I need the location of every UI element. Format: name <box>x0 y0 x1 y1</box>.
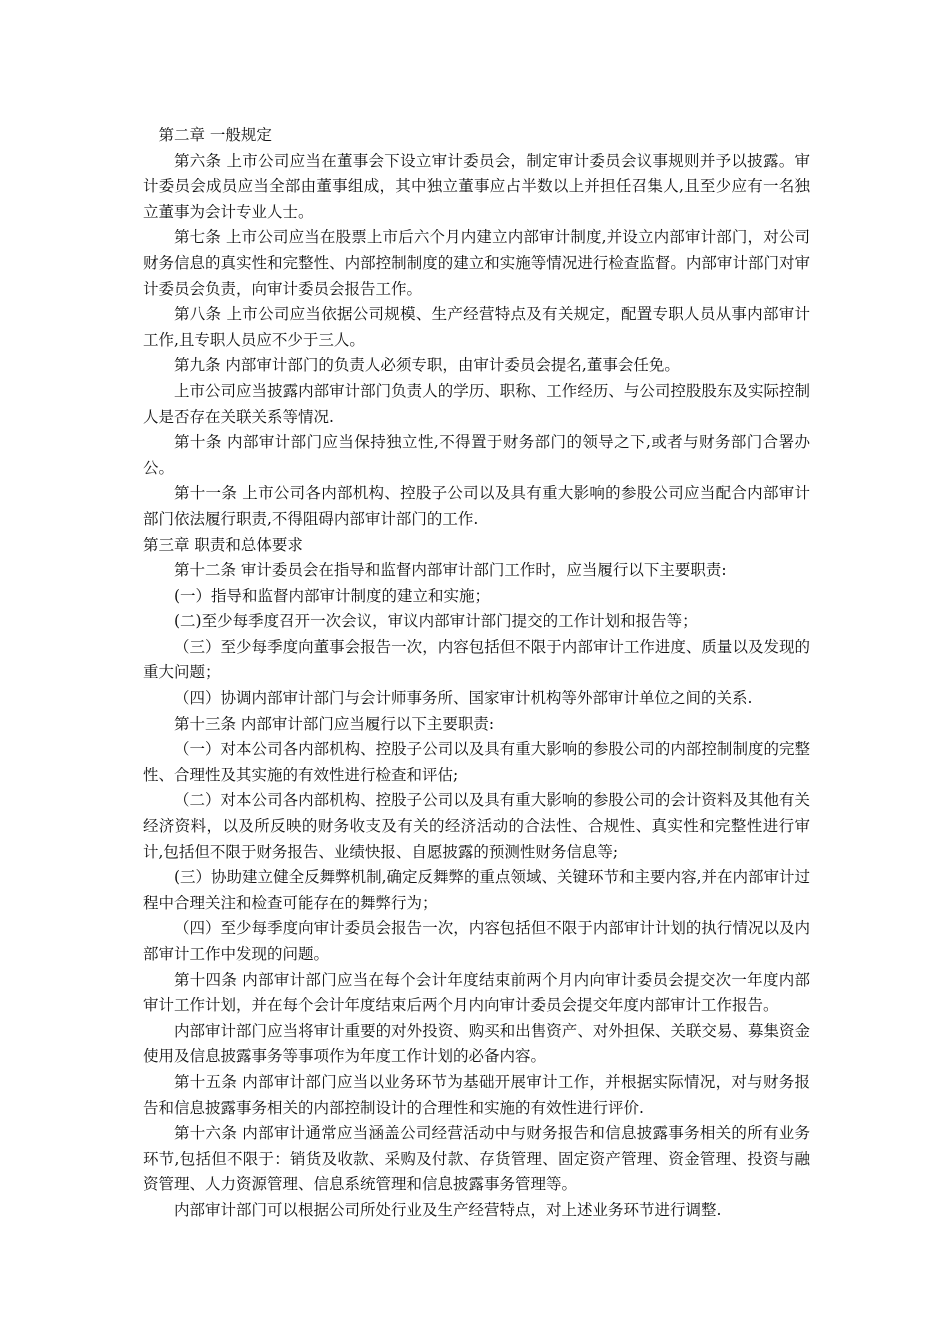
article-13: 第十三条 内部审计部门应当履行以下主要职责: <box>174 714 495 733</box>
article-14-content: 内部审计部门应当将审计重要的对外投资、购买和出售资产、对外担保、关联交易、募集资金使用及信息披露事务等事项作为年度工作计划的必备内容。 <box>143 1021 810 1066</box>
article-6: 第六条 上市公司应当在董事会下设立审计委员会，制定审计委员会议事规则并予以披露。审计委员会成员应当全部由董事组成，其中独立董事应占半数以上并担任召集人,且至少应有一名独立董事为会计专业人士。 <box>143 151 810 221</box>
article-9-disclosure: 上市公司应当披露内部审计部门负责人的学历、职称、工作经历、与公司控股股东及实际控制人是否存在关联关系等情况. <box>143 381 810 426</box>
article-10: 第十条 内部审计部门应当保持独立性,不得置于财务部门的领导之下,或者与财务部门合署办公。 <box>143 433 810 477</box>
article-13-item-2: （二）对本公司各内部机构、控股子公司以及具有重大影响的参股公司的会计资料及其他有关经济资料，以及所反映的财务收支及有关的经济活动的合法性、合规性、真实性和完整性进行审计,包括但不限于财务报告、业绩快报、自愿披露的预测性财务信息等; <box>143 791 810 861</box>
article-16: 第十六条 内部审计通常应当涵盖公司经营活动中与财务报告和信息披露事务相关的所有业务环节,包括但不限于：销货及收款、采购及付款、存货管理、固定资产管理、资金管理、投资与融资管理、人力资源管理、信息系统管理和信息披露事务管理等。 <box>143 1124 810 1194</box>
chapter-heading-3: 第三章 职责和总体要求 <box>143 535 303 554</box>
article-7: 第七条 上市公司应当在股票上市后六个月内建立内部审计制度,并设立内部审计部门，对公司财务信息的真实性和完整性、内部控制制度的建立和实施等情况进行检查监督。内部审计部门对审计委员会负责，向审计委员会报告工作。 <box>143 228 810 298</box>
article-12-item-3: （三）至少每季度向董事会报告一次，内容包括但不限于内部审计工作进度、质量以及发现的重大问题； <box>143 637 810 682</box>
article-12: 第十二条 审计委员会在指导和监督内部审计部门工作时，应当履行以下主要职责: <box>174 561 727 580</box>
article-13-item-4: （四）至少每季度向审计委员会报告一次，内容包括但不限于内部审计计划的执行情况以及内部审计工作中发现的问题。 <box>143 919 810 963</box>
article-12-item-4: （四）协调内部审计部门与会计师事务所、国家审计机构等外部审计单位之间的关系. <box>174 689 753 708</box>
article-15: 第十五条 内部审计部门应当以业务环节为基础开展审计工作，并根据实际情况，对与财务报告和信息披露事务相关的内部控制设计的合理性和实施的有效性进行评价. <box>143 1072 810 1117</box>
article-11: 第十一条 上市公司各内部机构、控股子公司以及具有重大影响的参股公司应当配合内部审计部门依法履行职责,不得阻碍内部审计部门的工作. <box>143 484 810 528</box>
article-13-item-3: (三）协助建立健全反舞弊机制,确定反舞弊的重点领域、关键环节和主要内容,并在内部审计过程中合理关注和检查可能存在的舞弊行为； <box>143 868 810 912</box>
article-16-adjustment: 内部审计部门可以根据公司所处行业及生产经营特点，对上述业务环节进行调整. <box>174 1200 722 1219</box>
article-9: 第九条 内部审计部门的负责人必须专职，由审计委员会提名,董事会任免。 <box>174 356 680 375</box>
chapter-heading-2: 第二章 一般规定 <box>158 126 272 144</box>
article-12-item-2: (二)至少每季度召开一次会议，审议内部审计部门提交的工作计划和报告等； <box>174 612 698 631</box>
article-14: 第十四条 内部审计部门应当在每个会计年度结束前两个月内向审计委员会提交次一年度内部审计工作计划，并在每个会计年度结束后两个月内向审计委员会提交年度内部审计工作报告。 <box>143 970 810 1015</box>
article-12-item-1: (一）指导和监督内部审计制度的建立和实施； <box>174 586 491 605</box>
article-8: 第八条 上市公司应当依据公司规模、生产经营特点及有关规定，配置专职人员从事内部审计工作,且专职人员应不少于三人。 <box>143 305 810 349</box>
document-body <box>143 123 810 1224</box>
article-13-item-1: （一）对本公司各内部机构、控股子公司以及具有重大影响的参股公司的内部控制制度的完整性、合理性及其实施的有效性进行检查和评估; <box>143 740 810 784</box>
